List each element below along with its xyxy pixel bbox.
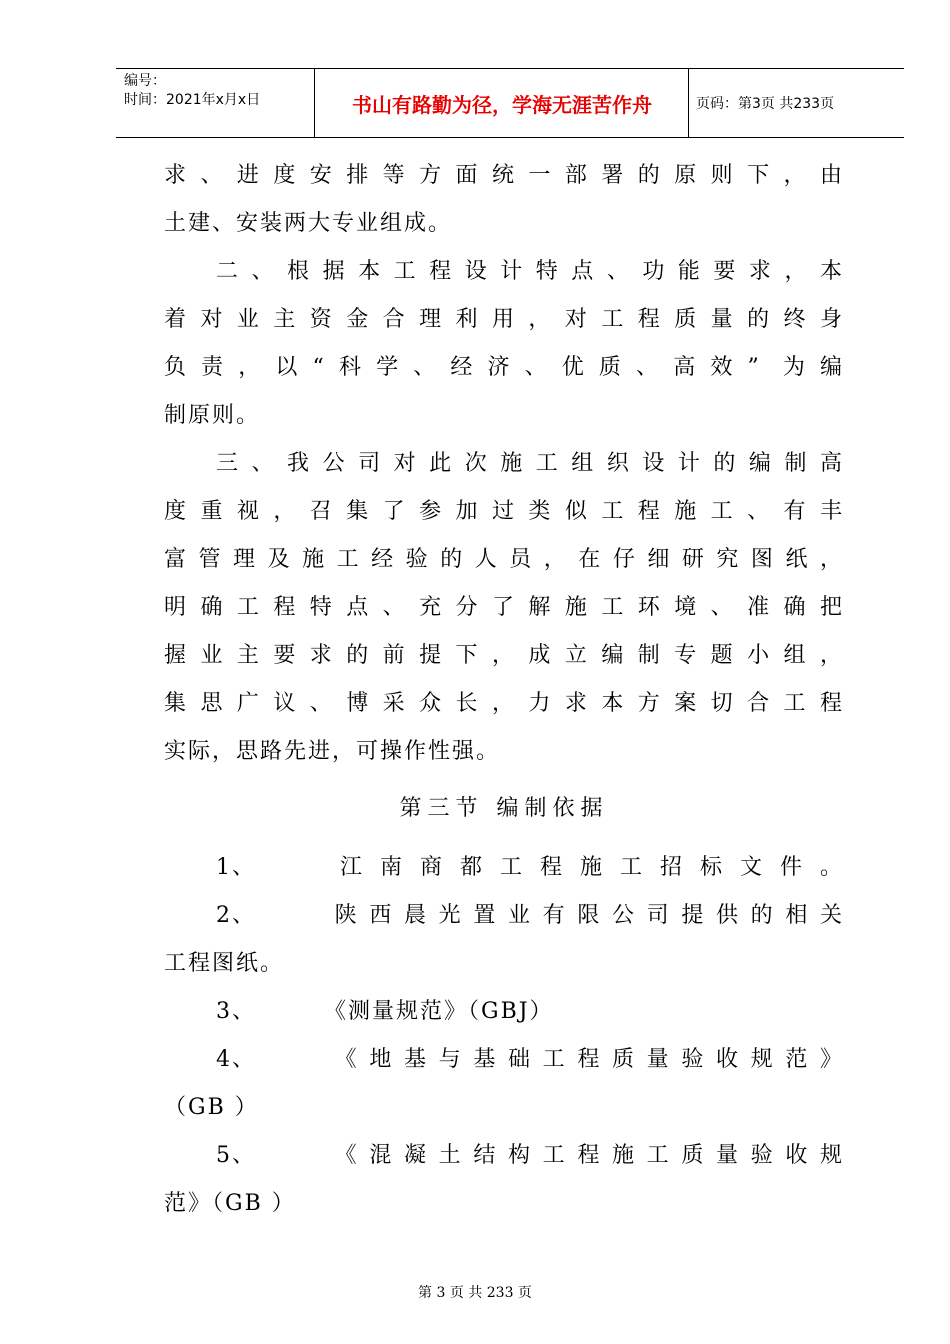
- list-item-number: 1、: [216, 855, 256, 880]
- time-label: 时间：2021年x月x日: [124, 92, 261, 108]
- header-divider-right: [688, 69, 689, 137]
- list-item: [164, 892, 844, 940]
- list-item-text: 《地基与基础工程质量验收规范》: [324, 1047, 844, 1072]
- body-line: 三、我公司对此次施工组织设计的编制高: [216, 451, 844, 476]
- body-line: 负责，以“科学、经济、优质、高效” 为编: [164, 355, 844, 380]
- header-page-info: 页码：第3页 共233页: [696, 96, 835, 112]
- list-item-number: 2、: [216, 903, 256, 928]
- serial-label: 编号：: [124, 73, 166, 89]
- list-item-continuation: 工程图纸。: [164, 951, 285, 976]
- list-item-number: 4、: [216, 1047, 256, 1072]
- section-title: 第三节 编制依据: [399, 796, 609, 821]
- body-line: 实际，思路先进，可操作性强。: [164, 739, 501, 764]
- page-header: [116, 68, 904, 138]
- body-line: 富管理及施工经验的人员，在仔细研究图纸，: [164, 547, 844, 572]
- list-item-text: 《测量规范》（GBJ）: [324, 999, 554, 1024]
- header-motto: 书山有路勤为径，学海无涯苦作舟: [352, 92, 652, 117]
- list-item-text: 陕西晨光置业有限公司提供的相关: [324, 903, 844, 928]
- list-item-number: 5、: [216, 1143, 256, 1168]
- body-line: 制原则。: [164, 403, 261, 428]
- list-item: [164, 1036, 844, 1084]
- body-line: 土建、安装两大专业组成。: [164, 211, 453, 236]
- list-item: [164, 988, 844, 1036]
- body-line: 集思广议、博采众长，力求本方案切合工程: [164, 691, 844, 716]
- header-meta: [124, 72, 260, 110]
- page-footer: 第 3 页 共 233 页: [418, 1285, 532, 1301]
- list-item-text: 《混凝土结构工程施工质量验收规: [324, 1143, 844, 1168]
- list-item-continuation: 范》（GB ）: [164, 1191, 296, 1216]
- document-body: [164, 152, 844, 1228]
- list-item-text: 江南商都工程施工招标文件。: [324, 855, 844, 880]
- body-line: 度重视，召集了参加过类似工程施工、有丰: [164, 499, 844, 524]
- list-item-continuation: （GB ）: [164, 1095, 259, 1120]
- list-item-number: 3、: [216, 999, 256, 1024]
- header-divider-left: [314, 69, 315, 137]
- body-line: 明确工程特点、充分了解施工环境、准确把: [164, 595, 844, 620]
- body-line: 二、根据本工程设计特点、功能要求，本: [216, 259, 844, 284]
- list-item: [164, 844, 844, 892]
- body-line: 着对业主资金合理利用，对工程质量的终身: [164, 307, 844, 332]
- body-line: 求、进度安排等方面统一部署的原则下，由: [164, 163, 844, 188]
- list-item: [164, 1132, 844, 1180]
- body-line: 握业主要求的前提下，成立编制专题小组，: [164, 643, 844, 668]
